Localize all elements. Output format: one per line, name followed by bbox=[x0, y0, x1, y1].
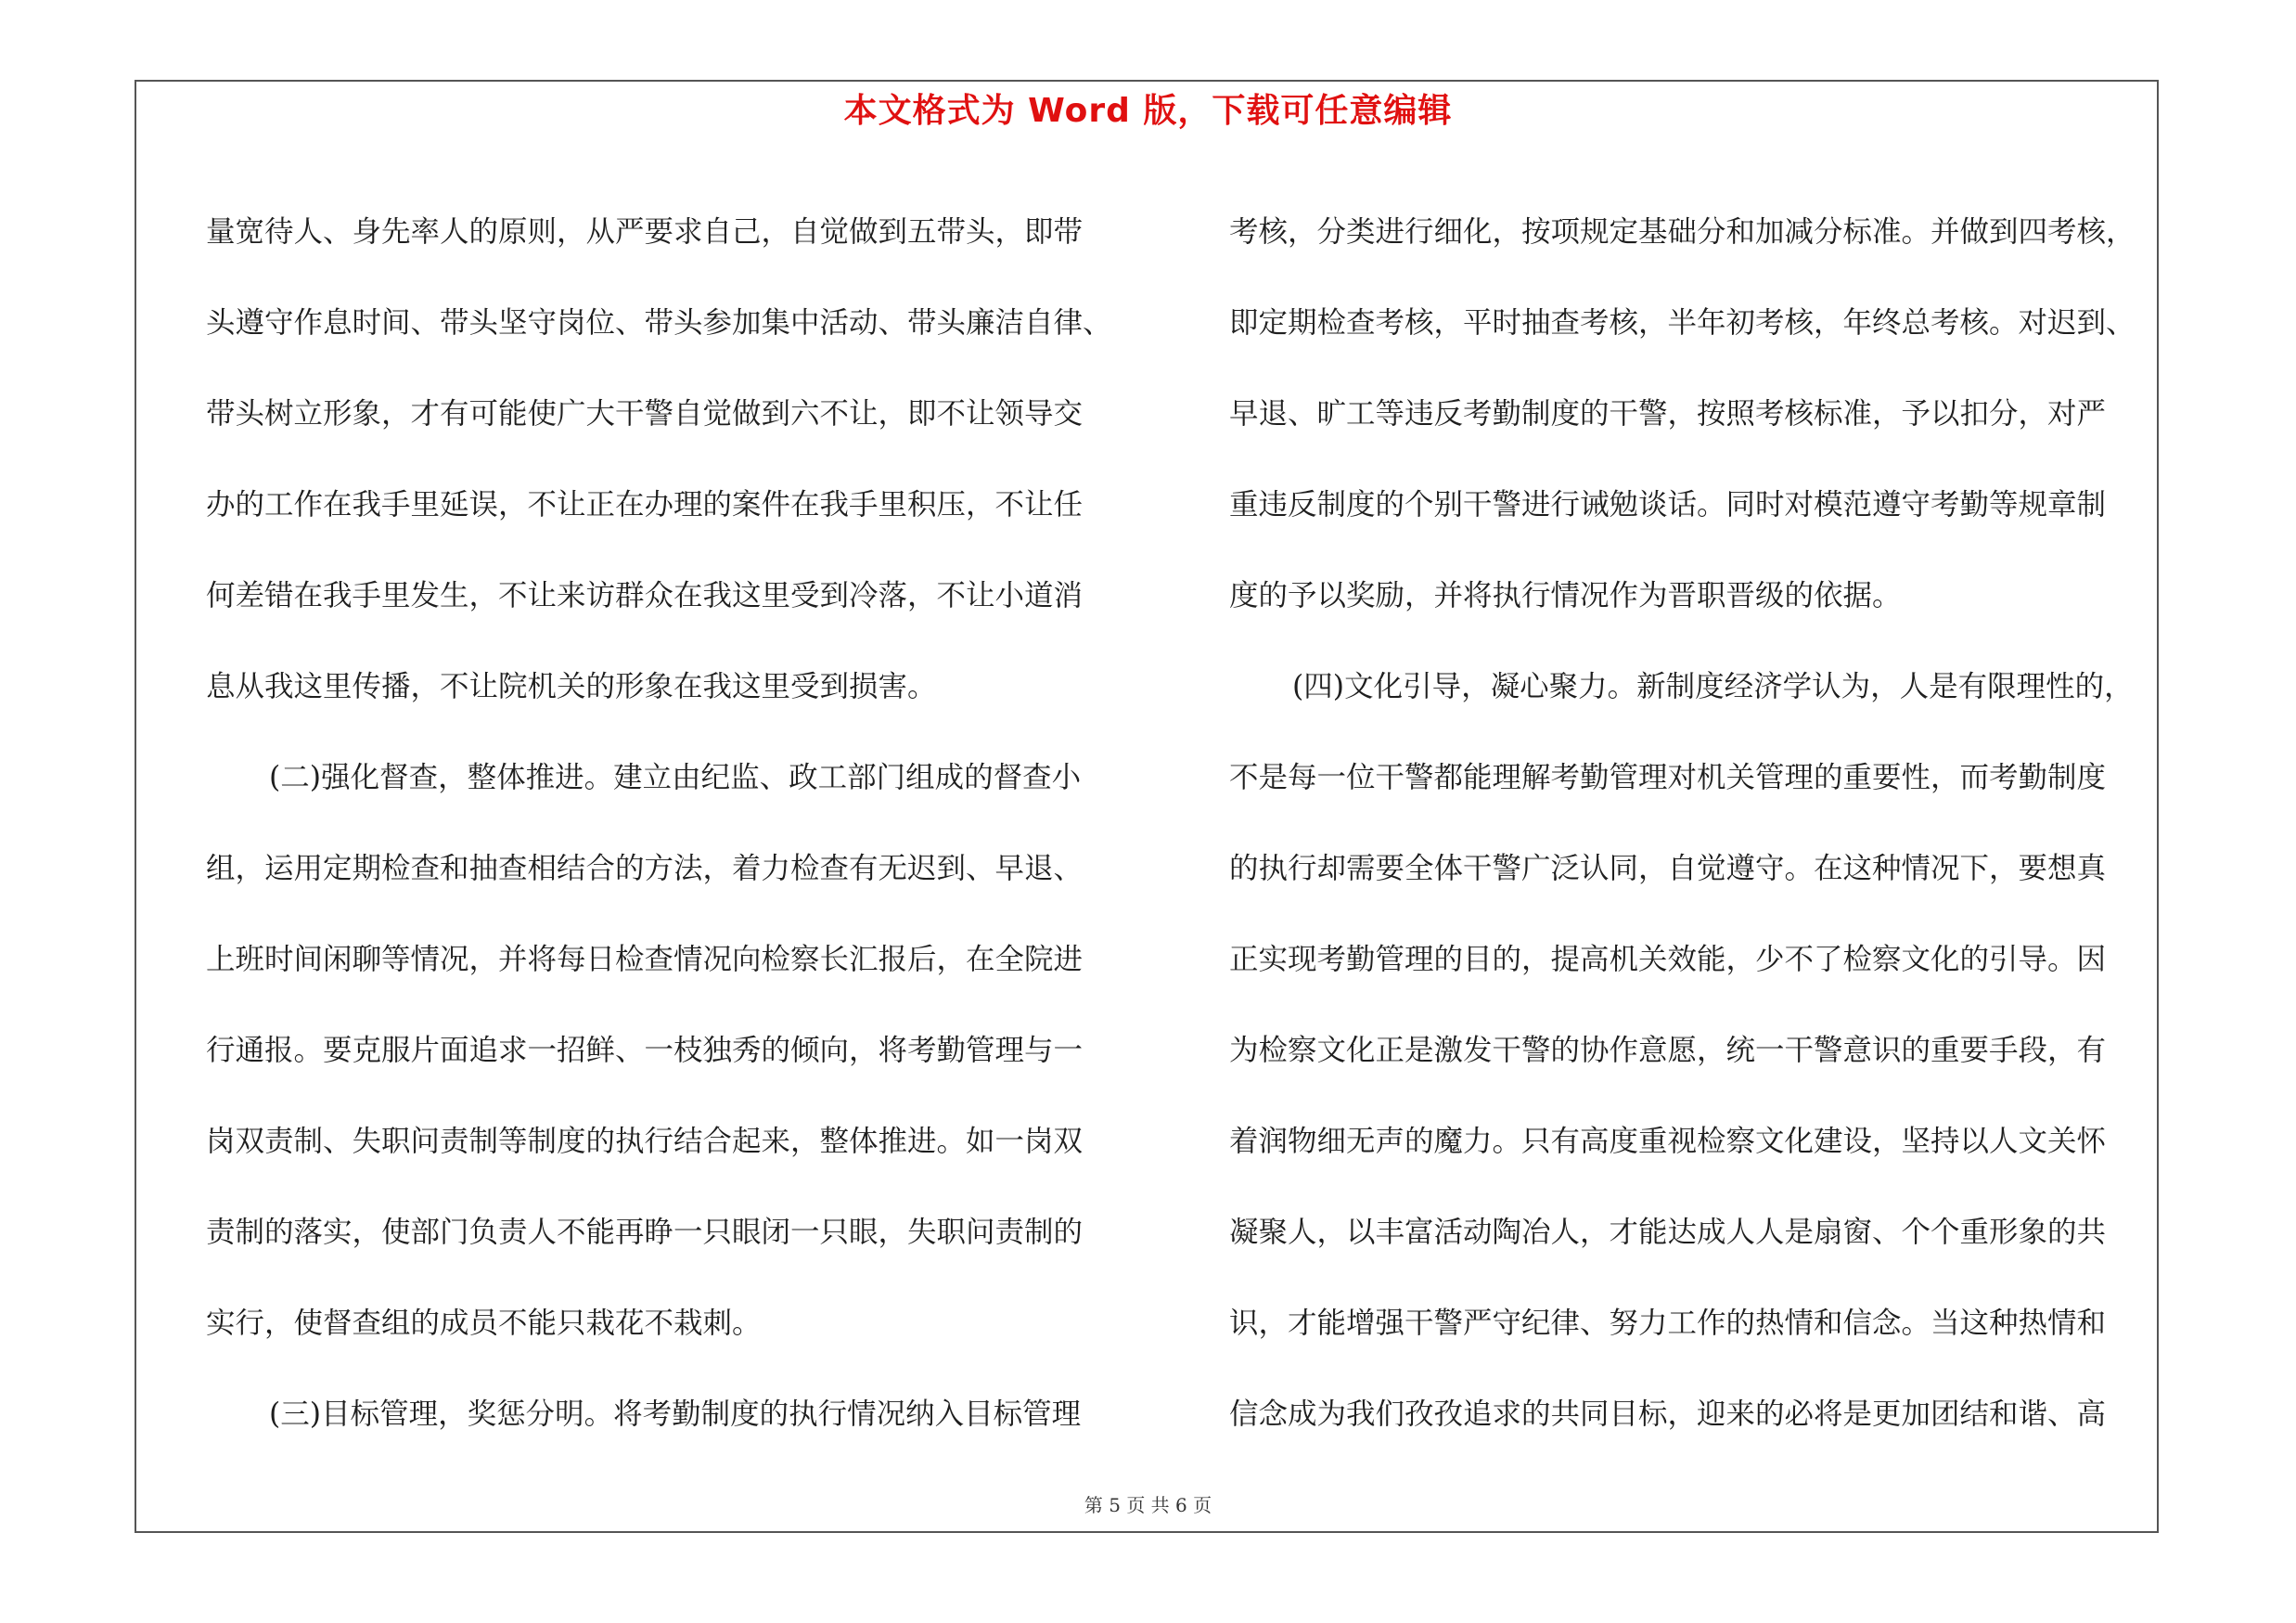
text-line: 行通报。要克服片面追求一招鲜、一枝独秀的倾向，将考勤管理与一 bbox=[206, 1034, 1084, 1067]
text-line: 重违反制度的个别干警进行诫勉谈话。同时对模范遵守考勤等规章制 bbox=[1229, 488, 2107, 522]
page-number-footer: 第 5 页 共 6 页 bbox=[1084, 1494, 1212, 1516]
text-line: 实行，使督查组的成员不能只栽花不栽刺。 bbox=[206, 1307, 762, 1340]
text-line: 息从我这里传播，不让院机关的形象在我这里受到损害。 bbox=[206, 670, 937, 703]
right-text-column bbox=[1229, 187, 2194, 1460]
text-line: 为检察文化正是激发干警的协作意愿，统一干警意识的重要手段，有 bbox=[1229, 1034, 2107, 1067]
text-line: 组，运用定期检查和抽查相结合的方法，着力检查有无迟到、早退、 bbox=[206, 852, 1084, 885]
text-line: 即定期检查考核，平时抽查考核，半年初考核，年终总考核。对迟到、 bbox=[1229, 306, 2136, 340]
text-line: 头遵守作息时间、带头坚守岗位、带头参加集中活动、带头廉洁自律、 bbox=[206, 306, 1112, 340]
text-line: 带头树立形象，才有可能使广大干警自觉做到六不让，即不让领导交 bbox=[206, 397, 1084, 431]
text-line: 正实现考勤管理的目的，提高机关效能，少不了检察文化的引导。因 bbox=[1229, 943, 2107, 976]
text-line: 度的予以奖励，并将执行情况作为晋职晋级的依据。 bbox=[1229, 579, 1902, 612]
text-line: 考核，分类进行细化，按项规定基础分和加减分标准。并做到四考核， bbox=[1229, 215, 2136, 249]
text-line: 何差错在我手里发生，不让来访群众在我这里受到冷落，不让小道消 bbox=[206, 579, 1084, 612]
text-line: 凝聚人，以丰富活动陶冶人，才能达成人人是扇窗、个个重形象的共 bbox=[1229, 1216, 2107, 1249]
text-line: 量宽待人、身先率人的原则，从严要求自己，自觉做到五带头，即带 bbox=[206, 215, 1084, 249]
left-text-column bbox=[206, 187, 1152, 1460]
text-line: 上班时间闲聊等情况，并将每日检查情况向检察长汇报后，在全院进 bbox=[206, 943, 1084, 976]
section-heading-line: (三)目标管理，奖惩分明。将考勤制度的执行情况纳入目标管理 bbox=[269, 1398, 1082, 1431]
text-line: 办的工作在我手里延误，不让正在办理的案件在我手里积压，不让任 bbox=[206, 488, 1084, 522]
text-line: 着润物细无声的魔力。只有高度重视检察文化建设，坚持以人文关怀 bbox=[1229, 1125, 2107, 1158]
text-line: 不是每一位干警都能理解考勤管理对机关管理的重要性，而考勤制度 bbox=[1229, 761, 2107, 794]
word-format-banner: 本文格式为 Word 版，下载可任意编辑 bbox=[843, 92, 1453, 130]
text-line: 责制的落实，使部门负责人不能再睁一只眼闭一只眼，失职问责制的 bbox=[206, 1216, 1084, 1249]
text-line: 识，才能增强干警严守纪律、努力工作的热情和信念。当这种热情和 bbox=[1229, 1307, 2107, 1340]
text-line: 岗双责制、失职问责制等制度的执行结合起来，整体推进。如一岗双 bbox=[206, 1125, 1084, 1158]
text-line: 信念成为我们孜孜追求的共同目标，迎来的必将是更加团结和谐、高 bbox=[1229, 1398, 2107, 1431]
section-heading-line: (四)文化引导，凝心聚力。新制度经济学认为，人是有限理性的， bbox=[1292, 670, 2134, 703]
text-line: 早退、旷工等违反考勤制度的干警，按照考核标准，予以扣分，对严 bbox=[1229, 397, 2107, 431]
section-heading-line: (二)强化督查，整体推进。建立由纪监、政工部门组成的督查小 bbox=[269, 761, 1082, 794]
text-line: 的执行却需要全体干警广泛认同，自觉遵守。在这种情况下，要想真 bbox=[1229, 852, 2107, 885]
